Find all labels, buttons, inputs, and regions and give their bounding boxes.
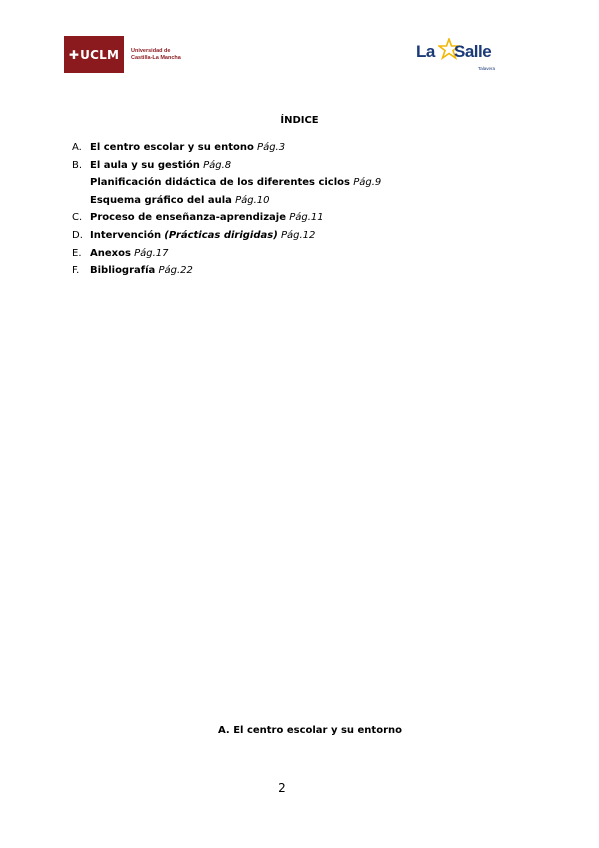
lasalle-subtitle: Talavera bbox=[478, 66, 496, 71]
toc-title-extra: (Prácticas dirigidas) bbox=[164, 229, 278, 241]
table-of-contents bbox=[72, 139, 381, 280]
toc-title: Esquema gráfico del aula bbox=[90, 194, 232, 206]
lasalle-word-salle: Salle bbox=[454, 42, 492, 61]
uclm-line1: Universidad de bbox=[131, 47, 171, 54]
toc-letter: E. bbox=[72, 247, 82, 259]
toc-title: El aula y su gestión bbox=[90, 159, 200, 171]
toc-title: Anexos bbox=[90, 247, 131, 259]
toc-subitem bbox=[72, 192, 381, 210]
index-title: ÍNDICE bbox=[280, 115, 319, 126]
toc-item bbox=[72, 262, 381, 280]
toc-item bbox=[72, 139, 381, 157]
toc-page: Pág.9 bbox=[353, 177, 382, 189]
toc-title: Bibliografía bbox=[90, 265, 156, 277]
lasalle-logo bbox=[416, 38, 500, 76]
toc-subitem bbox=[72, 174, 381, 192]
toc-page: Pág.17 bbox=[134, 247, 169, 259]
page-number: 2 bbox=[278, 781, 286, 795]
toc-page: Pág.12 bbox=[280, 229, 316, 241]
toc-item bbox=[72, 209, 381, 227]
toc-item bbox=[72, 245, 381, 263]
toc-letter: C. bbox=[72, 212, 83, 224]
uclm-logo bbox=[64, 36, 181, 73]
toc-page: Pág.22 bbox=[158, 265, 193, 277]
lasalle-word-la: La bbox=[416, 42, 435, 61]
toc-title: Planificación didáctica de los diferentes ciclos bbox=[90, 177, 350, 189]
toc-item bbox=[72, 157, 381, 175]
toc-letter: B. bbox=[72, 159, 83, 171]
uclm-mark bbox=[64, 36, 124, 73]
uclm-cross-icon: ✚ bbox=[68, 47, 80, 62]
section-heading: A. El centro escolar y su entorno bbox=[218, 725, 402, 736]
toc-letter: F. bbox=[72, 265, 80, 277]
uclm-line2: Castilla-La Mancha bbox=[131, 54, 181, 61]
uclm-mark-text: UCLM bbox=[80, 47, 120, 62]
toc-title: Intervención bbox=[90, 229, 162, 241]
toc-title: Proceso de enseñanza-aprendizaje bbox=[90, 212, 287, 224]
toc-page: Pág.11 bbox=[289, 212, 324, 224]
toc-title: El centro escolar y su entono bbox=[90, 142, 254, 153]
uclm-wordmark bbox=[131, 48, 181, 62]
toc-page: Pág.8 bbox=[203, 159, 232, 171]
toc-letter: A. bbox=[72, 142, 82, 153]
toc-letter: D. bbox=[72, 229, 83, 241]
toc-page: Pág.10 bbox=[235, 194, 270, 206]
toc-item bbox=[72, 227, 381, 245]
toc-page: Pág.3 bbox=[257, 142, 286, 153]
